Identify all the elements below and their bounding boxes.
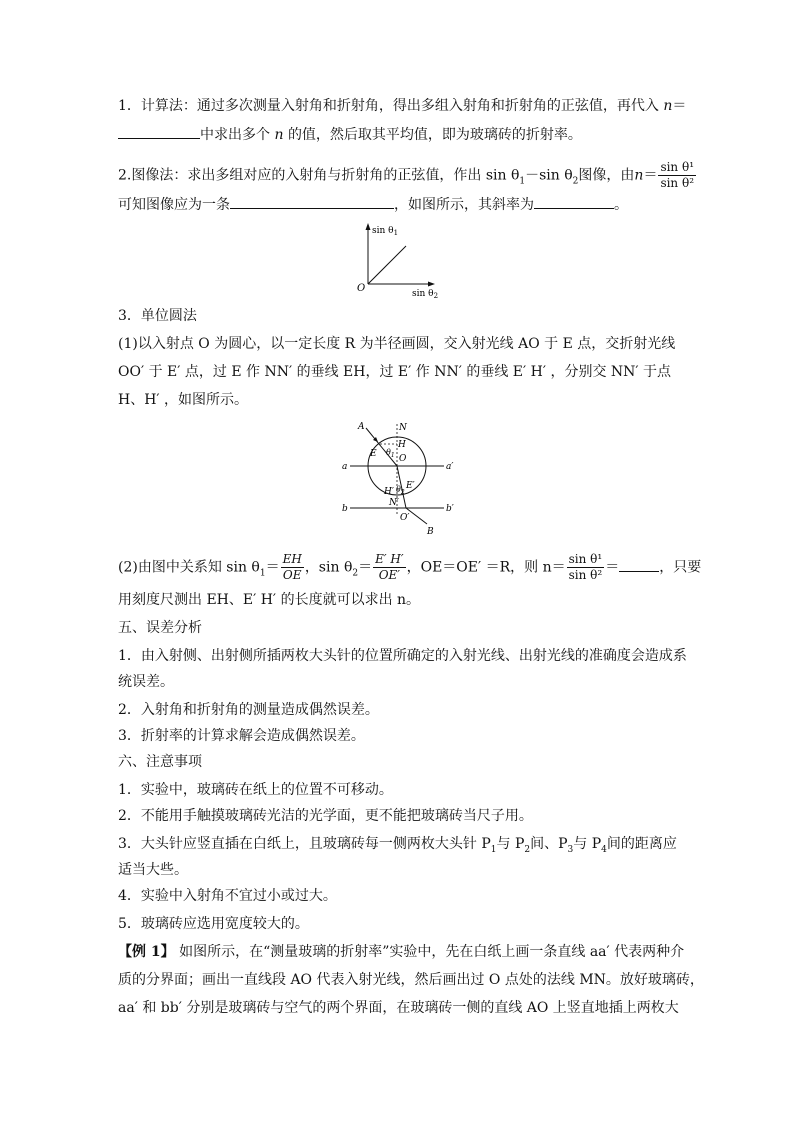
text: 与 P	[573, 836, 602, 852]
label-N: N	[399, 423, 407, 433]
text: ＝	[672, 98, 687, 114]
text: 与 P	[496, 836, 525, 852]
subscript: 1	[519, 176, 526, 187]
label-N-prime: N′	[389, 498, 399, 508]
text: 的值，然后取其平均值，即为玻璃砖的折射率。	[287, 127, 582, 143]
origin-label: O	[357, 283, 366, 294]
text: 图像，由	[578, 167, 635, 184]
subscript: 1	[490, 844, 497, 855]
method-3-line-3: H、H′ ，如图所示。	[118, 392, 249, 408]
label-E: E	[370, 449, 377, 459]
text: ，只要	[659, 559, 702, 576]
method-2-line-2	[118, 194, 628, 215]
note-5: 5．玻璃砖应选用宽度较大的。	[118, 916, 309, 932]
fraction-EpHp-OEp	[373, 552, 406, 583]
subscript: 2	[524, 844, 531, 855]
label-a-prime: a′	[446, 462, 454, 472]
text: 如图所示，在“测量玻璃的折射率”实验中，先在白纸上画一条直线 aa′ 代表两种介	[174, 944, 685, 960]
note-3-line-1	[118, 834, 677, 860]
numerator: E′ H′	[375, 552, 404, 566]
method-3-part-2-line-1	[118, 552, 701, 583]
text: 中求出多个	[200, 127, 270, 143]
error-1-line-2: 统误差。	[118, 674, 174, 690]
fraction-EH-OE	[281, 552, 304, 583]
numerator: EH	[282, 552, 302, 566]
text: ，如图所示，其斜率为	[394, 197, 534, 213]
label-a: a	[342, 462, 348, 472]
note-1: 1．实验中，玻璃砖在纸上的位置不可移动。	[118, 782, 393, 798]
text: －sin θ	[525, 167, 573, 184]
fraction-sin	[567, 552, 605, 583]
label-E-prime: E′	[406, 481, 415, 491]
note-4: 4．实验中入射角不宜过小或过大。	[118, 888, 337, 904]
sin-graph-figure	[350, 222, 450, 302]
label-A: A	[358, 422, 365, 432]
method-3-part-2-line-2: 用刻度尺测出 EH、E′ H′ 的长度就可以求出 n。	[118, 592, 421, 608]
note-2: 2．不能用手触摸玻璃砖光洁的光学面，更不能把玻璃砖当尺子用。	[118, 808, 533, 824]
text: sin θ	[485, 167, 520, 184]
label-b-prime: b′	[446, 504, 454, 514]
graph-line	[368, 246, 406, 284]
text: ＝	[605, 559, 620, 576]
text: 。	[614, 197, 628, 213]
var-n: n	[274, 127, 284, 143]
numerator: sin θ¹	[660, 160, 695, 174]
y-axis-label: $\sin \theta_1$	[372, 226, 399, 237]
subscript: 1	[259, 568, 266, 579]
answer-blank	[619, 557, 659, 572]
var-n: n	[634, 167, 644, 184]
text: 间的距离应	[606, 836, 677, 852]
text: ，OE＝OE′ ＝R，则 n＝	[406, 559, 566, 576]
denominator: sin θ²	[568, 568, 603, 582]
method-2-line-1	[118, 160, 697, 191]
section-3-heading: 3．单位圆法	[118, 308, 197, 324]
label-H-prime: H′	[384, 487, 394, 497]
numerator: sin θ¹	[568, 552, 603, 566]
unit-circle-figure	[330, 418, 470, 536]
subscript: 2	[572, 176, 579, 187]
y-axis-arrow	[366, 223, 371, 230]
method-1-line-2	[118, 124, 582, 145]
label-theta1: $\theta_1$	[386, 448, 395, 459]
method-3-line-1: (1)以入射点 O 为圆心，以一定长度 R 为半径画圆，交入射光线 AO 于 E 点，交折射光线	[118, 336, 676, 352]
label-O-prime: O′	[400, 513, 410, 523]
text: ＝	[358, 559, 373, 576]
text: ，sin θ	[304, 559, 353, 576]
answer-blank	[230, 194, 394, 209]
label-H: H	[398, 440, 406, 450]
denominator: OE	[282, 568, 302, 582]
text: 1．计算法：通过多次测量入射角和折射角，得出多组入射角和折射角的正弦值，再代入	[118, 98, 659, 114]
answer-blank	[118, 124, 200, 139]
text: 3．大头针应竖直插在白纸上，且玻璃砖每一侧两枚大头针 P	[118, 836, 491, 852]
label-B: B	[427, 527, 434, 536]
subscript: 2	[352, 568, 359, 579]
text: 可知图像应为一条	[118, 197, 230, 213]
example-line-3: aa′ 和 bb′ 分别是玻璃砖与空气的两个界面，在玻璃砖一侧的直线 AO 上竖直地插上两枚大	[118, 1000, 679, 1016]
text: ＝	[265, 559, 280, 576]
text: (2)由图中关系知 sin θ	[118, 559, 260, 576]
example-line-1	[118, 942, 684, 962]
method-3-line-2: OO′ 于 E′ 点，过 E 作 NN′ 的垂线 EH，过 E′ 作 NN′ 的垂线 E′ H′ ，分别交 NN′ 于点	[118, 364, 672, 380]
error-3: 3．折射率的计算求解会造成偶然误差。	[118, 728, 365, 744]
denominator: sin θ²	[660, 176, 695, 190]
text: ＝	[643, 167, 658, 184]
label-O: O	[399, 454, 407, 464]
x-axis-arrow	[428, 282, 435, 287]
section-6-heading: 六、注意事项	[118, 754, 202, 770]
method-1-line-1	[118, 96, 686, 116]
section-5-heading: 五、误差分析	[118, 620, 202, 636]
note-3-line-2: 适当大些。	[118, 862, 188, 878]
subscript: 3	[567, 844, 574, 855]
fraction	[658, 160, 696, 191]
x-axis-label: $\sin \theta_2$	[412, 289, 439, 300]
denominator: OE′	[378, 568, 401, 582]
error-1-line-1: 1．由入射侧、出射侧所插两枚大头针的位置所确定的入射光线、出射光线的准确度会造成系	[118, 648, 687, 664]
var-n: n	[663, 98, 673, 114]
text: 间、P	[530, 836, 568, 852]
example-tag: 【例 1】	[118, 944, 175, 960]
label-b: b	[342, 504, 348, 514]
incident-ray	[366, 428, 397, 466]
text: 2.图像法：求出多组对应的入射角与折射角的正弦值，作出	[118, 167, 482, 184]
label-theta2: $\theta_2$	[396, 485, 405, 496]
answer-blank	[534, 194, 614, 209]
subscript: 4	[601, 844, 607, 855]
error-2: 2．入射角和折射角的测量造成偶然误差。	[118, 702, 379, 718]
example-line-2: 质的分界面；画出一直线段 AO 代表入射光线，然后画出过 O 点处的法线 MN。放好玻璃砖，	[118, 972, 704, 988]
